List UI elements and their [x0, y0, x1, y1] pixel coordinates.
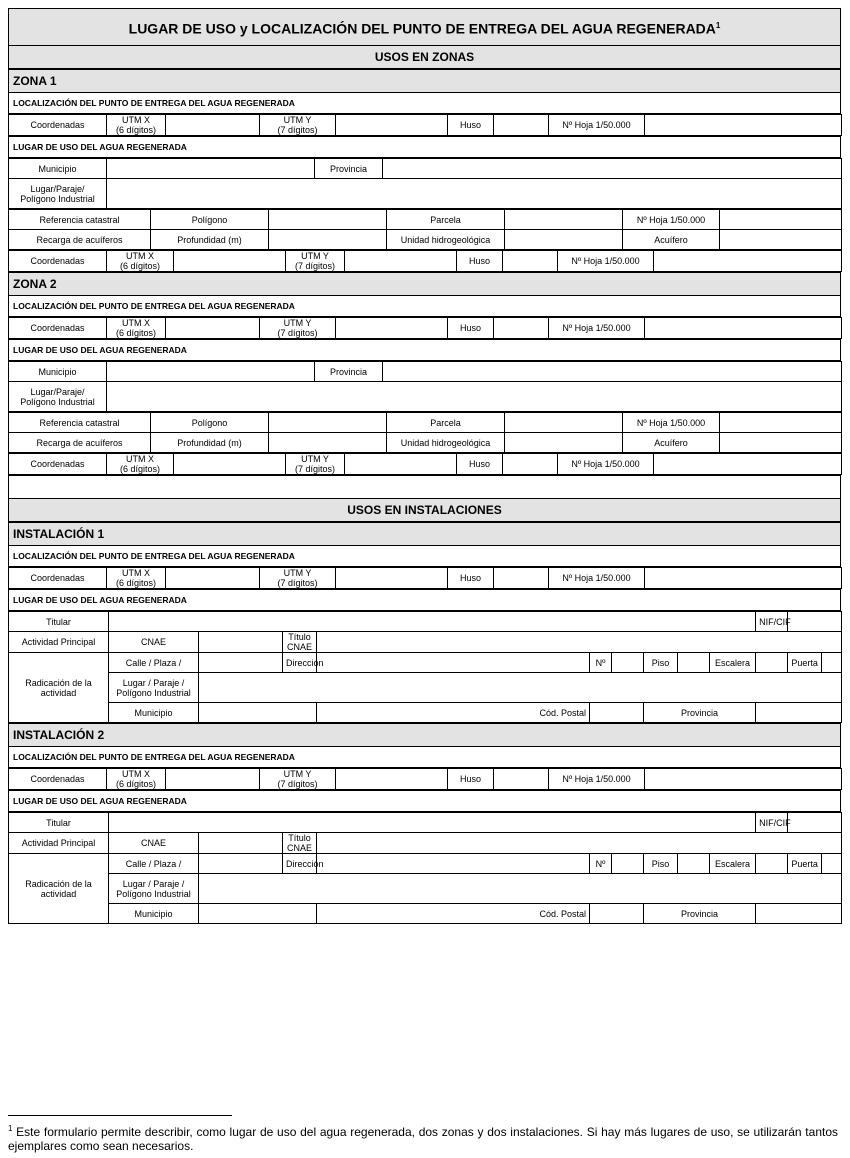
- radicacion-label: Radicación de la actividad: [9, 653, 109, 723]
- nif-label: NIF/CIF: [756, 813, 788, 833]
- numero-field[interactable]: [612, 653, 644, 673]
- piso-field[interactable]: [678, 854, 710, 874]
- utm-x-label: UTM X (6 dígitos): [107, 568, 166, 589]
- calle-label: Calle / Plaza /: [109, 854, 199, 874]
- unidad-hidro-label: Unidad hidrogeológica: [387, 433, 505, 453]
- profundidad-field[interactable]: [269, 433, 387, 453]
- recarga-label: Recarga de acuíferos: [9, 433, 151, 453]
- unidad-hidro-field[interactable]: [505, 230, 623, 250]
- section-heading-instalaciones: USOS EN INSTALACIONES: [9, 499, 841, 522]
- coordenadas-label: Coordenadas: [9, 568, 107, 589]
- piso-label: Piso: [644, 854, 678, 874]
- installation-heading: INSTALACIÓN 1: [9, 523, 841, 546]
- utm-x-field[interactable]: [166, 769, 260, 790]
- installation-detail-table: [8, 611, 842, 723]
- lugar-uso-heading-table: [8, 136, 841, 158]
- lugar-uso-heading-table: [8, 790, 841, 812]
- hoja-label: Nº Hoja 1/50.000: [549, 318, 645, 339]
- nif-label: NIF/CIF: [756, 612, 788, 632]
- acuifero-field[interactable]: [720, 433, 842, 453]
- cod-postal-field[interactable]: [590, 703, 644, 723]
- poligono-label: Polígono: [151, 210, 269, 230]
- radicacion-label: Radicación de la actividad: [9, 854, 109, 924]
- coordinates-table: [8, 567, 842, 589]
- recarga-label: Recarga de acuíferos: [9, 230, 151, 250]
- location-table: [8, 361, 842, 412]
- municipio-field[interactable]: [107, 159, 315, 179]
- municipio-field[interactable]: [199, 703, 317, 723]
- coordenadas-label: Coordenadas: [9, 115, 107, 136]
- numero-label: Nº: [590, 653, 612, 673]
- lugar-paraje-label: Lugar/Paraje/ Polígono Industrial: [9, 382, 107, 412]
- acuifero-label: Acuífero: [623, 433, 720, 453]
- coordinates-table: [8, 768, 842, 790]
- utm-x-field[interactable]: [166, 115, 260, 136]
- provincia-field[interactable]: [756, 703, 842, 723]
- hoja-field[interactable]: [654, 454, 842, 475]
- utm-y-label: UTM Y (7 dígitos): [286, 454, 345, 475]
- poligono-label: Polígono: [151, 413, 269, 433]
- provincia-label: Provincia: [644, 904, 756, 924]
- lugar-paraje-field[interactable]: [199, 673, 842, 703]
- provincia-label: Provincia: [644, 703, 756, 723]
- huso-label: Huso: [457, 454, 503, 475]
- footnote-mark: 1: [8, 1124, 13, 1133]
- lugar-uso-heading: LUGAR DE USO DEL AGUA REGENERADA: [9, 590, 841, 611]
- lugar-paraje-field[interactable]: [107, 382, 842, 412]
- municipio-label: Municipio: [9, 159, 107, 179]
- piso-field[interactable]: [678, 653, 710, 673]
- profundidad-label: Profundidad (m): [151, 230, 269, 250]
- nif-field[interactable]: [788, 813, 842, 833]
- lugar-paraje-label: Lugar/Paraje/ Polígono Industrial: [9, 179, 107, 209]
- municipio-field[interactable]: [199, 904, 317, 924]
- titular-field[interactable]: [109, 813, 756, 833]
- section-heading-zonas: USOS EN ZONAS: [9, 46, 841, 69]
- hoja-label: Nº Hoja 1/50.000: [549, 115, 645, 136]
- escalera-label: Escalera: [710, 854, 756, 874]
- calle-label: Calle / Plaza /: [109, 653, 199, 673]
- lugar-uso-heading: LUGAR DE USO DEL AGUA REGENERADA: [9, 340, 841, 361]
- lugar-paraje-label: Lugar / Paraje / Polígono Industrial: [109, 874, 199, 904]
- cnae-label: CNAE: [109, 632, 199, 653]
- utm-y-field[interactable]: [345, 251, 457, 272]
- form-title: LUGAR DE USO y LOCALIZACIÓN DEL PUNTO DE ENTREGA DEL AGUA REGENERADA$^1$: [9, 9, 841, 46]
- ref-catastral-label: Referencia catastral: [9, 210, 151, 230]
- localizacion-heading: LOCALIZACIÓN DEL PUNTO DE ENTREGA DEL AGUA REGENERADA: [9, 747, 841, 768]
- titular-field[interactable]: [109, 612, 756, 632]
- coordenadas-label: Coordenadas: [9, 318, 107, 339]
- calle-field[interactable]: [199, 653, 283, 673]
- titular-label: Titular: [9, 612, 109, 632]
- footnote: [8, 1122, 838, 1153]
- catastro-table: [8, 209, 842, 250]
- instalaciones-header: [8, 475, 841, 522]
- direccion-label: Dirección: [283, 854, 317, 874]
- municipio-label: Municipio: [9, 362, 107, 382]
- coordenadas-label: Coordenadas: [9, 454, 107, 475]
- poligono-field[interactable]: [269, 413, 387, 433]
- municipio-label: Municipio: [109, 904, 199, 924]
- huso-field[interactable]: [494, 769, 549, 790]
- utm-y-field[interactable]: [336, 568, 448, 589]
- localizacion-heading: LOCALIZACIÓN DEL PUNTO DE ENTREGA DEL AGUA REGENERADA: [9, 93, 841, 114]
- lugar-paraje-field[interactable]: [199, 874, 842, 904]
- water-use-form: [8, 8, 841, 924]
- cod-postal-label: Cód. Postal: [317, 703, 590, 723]
- poligono-field[interactable]: [269, 210, 387, 230]
- huso-field[interactable]: [494, 568, 549, 589]
- localizacion-heading: LOCALIZACIÓN DEL PUNTO DE ENTREGA DEL AGUA REGENERADA: [9, 296, 841, 317]
- utm-y-label: UTM Y (7 dígitos): [260, 115, 336, 136]
- utm-x-label: UTM X (6 dígitos): [107, 115, 166, 136]
- hoja-field[interactable]: [654, 251, 842, 272]
- utm-x-label: UTM X (6 dígitos): [107, 454, 174, 475]
- provincia-field[interactable]: [383, 159, 842, 179]
- provincia-label: Provincia: [315, 159, 383, 179]
- huso-label: Huso: [448, 318, 494, 339]
- titulo-cnae-field[interactable]: [317, 833, 842, 854]
- utm-x-label: UTM X (6 dígitos): [107, 251, 174, 272]
- numero-field[interactable]: [612, 854, 644, 874]
- lugar-uso-heading: LUGAR DE USO DEL AGUA REGENERADA: [9, 791, 841, 812]
- hoja-label: Nº Hoja 1/50.000: [623, 413, 720, 433]
- hoja-label: Nº Hoja 1/50.000: [558, 454, 654, 475]
- coordinates-table: [8, 114, 842, 136]
- coordinates-table: [8, 250, 842, 272]
- numero-label: Nº: [590, 854, 612, 874]
- cnae-field[interactable]: [199, 632, 283, 653]
- hoja-field[interactable]: [645, 318, 842, 339]
- provincia-label: Provincia: [315, 362, 383, 382]
- hoja-label: Nº Hoja 1/50.000: [549, 568, 645, 589]
- cnae-field[interactable]: [199, 833, 283, 854]
- utm-x-field[interactable]: [166, 568, 260, 589]
- utm-y-label: UTM Y (7 dígitos): [286, 251, 345, 272]
- direccion-field[interactable]: [317, 854, 590, 874]
- titulo-cnae-label: Título CNAE: [283, 632, 317, 653]
- utm-y-field[interactable]: [345, 454, 457, 475]
- utm-x-field[interactable]: [174, 454, 286, 475]
- direccion-field[interactable]: [317, 653, 590, 673]
- calle-field[interactable]: [199, 854, 283, 874]
- parcela-field[interactable]: [505, 413, 623, 433]
- coordenadas-label: Coordenadas: [9, 251, 107, 272]
- lugar-uso-heading-table: [8, 339, 841, 361]
- zone-2-header: [8, 272, 841, 317]
- footnote-separator: [8, 1115, 232, 1116]
- coordinates-table: [8, 453, 842, 475]
- hoja-field[interactable]: [720, 210, 842, 230]
- lugar-paraje-field[interactable]: [107, 179, 842, 209]
- huso-field[interactable]: [494, 115, 549, 136]
- utm-y-label: UTM Y (7 dígitos): [260, 769, 336, 790]
- form-title-table: [8, 8, 841, 69]
- installation-2-header: [8, 723, 841, 768]
- hoja-field[interactable]: [645, 115, 842, 136]
- piso-label: Piso: [644, 653, 678, 673]
- titulo-cnae-label: Título CNAE: [283, 833, 317, 854]
- profundidad-field[interactable]: [269, 230, 387, 250]
- zone-1-header: [8, 69, 841, 114]
- parcela-label: Parcela: [387, 413, 505, 433]
- puerta-field[interactable]: [822, 653, 842, 673]
- puerta-label: Puerta: [788, 854, 822, 874]
- huso-label: Huso: [448, 769, 494, 790]
- puerta-field[interactable]: [822, 854, 842, 874]
- cod-postal-label: Cód. Postal: [317, 904, 590, 924]
- utm-y-label: UTM Y (7 dígitos): [260, 318, 336, 339]
- zone-heading: ZONA 2: [9, 273, 841, 296]
- location-table: [8, 158, 842, 209]
- lugar-paraje-label: Lugar / Paraje / Polígono Industrial: [109, 673, 199, 703]
- hoja-label: Nº Hoja 1/50.000: [549, 769, 645, 790]
- municipio-field[interactable]: [107, 362, 315, 382]
- hoja-field[interactable]: [645, 568, 842, 589]
- hoja-label: Nº Hoja 1/50.000: [623, 210, 720, 230]
- unidad-hidro-label: Unidad hidrogeológica: [387, 230, 505, 250]
- installation-heading: INSTALACIÓN 2: [9, 724, 841, 747]
- actividad-label: Actividad Principal: [9, 632, 109, 653]
- huso-field[interactable]: [503, 251, 558, 272]
- provincia-field[interactable]: [756, 904, 842, 924]
- nif-field[interactable]: [788, 612, 842, 632]
- titulo-cnae-field[interactable]: [317, 632, 842, 653]
- localizacion-heading: LOCALIZACIÓN DEL PUNTO DE ENTREGA DEL AGUA REGENERADA: [9, 546, 841, 567]
- lugar-uso-heading: LUGAR DE USO DEL AGUA REGENERADA: [9, 137, 841, 158]
- acuifero-label: Acuífero: [623, 230, 720, 250]
- cod-postal-field[interactable]: [590, 904, 644, 924]
- cnae-label: CNAE: [109, 833, 199, 854]
- acuifero-field[interactable]: [720, 230, 842, 250]
- utm-y-field[interactable]: [336, 769, 448, 790]
- huso-label: Huso: [457, 251, 503, 272]
- municipio-label: Municipio: [109, 703, 199, 723]
- installation-1-header: [8, 522, 841, 567]
- hoja-label: Nº Hoja 1/50.000: [558, 251, 654, 272]
- coordenadas-label: Coordenadas: [9, 769, 107, 790]
- actividad-label: Actividad Principal: [9, 833, 109, 854]
- direccion-label: Dirección: [283, 653, 317, 673]
- escalera-field[interactable]: [756, 653, 788, 673]
- lugar-uso-heading-table: [8, 589, 841, 611]
- utm-x-label: UTM X (6 dígitos): [107, 769, 166, 790]
- provincia-field[interactable]: [383, 362, 842, 382]
- unidad-hidro-field[interactable]: [505, 433, 623, 453]
- parcela-label: Parcela: [387, 210, 505, 230]
- utm-y-label: UTM Y (7 dígitos): [260, 568, 336, 589]
- profundidad-label: Profundidad (m): [151, 433, 269, 453]
- zone-heading: ZONA 1: [9, 70, 841, 93]
- utm-x-label: UTM X (6 dígitos): [107, 318, 166, 339]
- parcela-field[interactable]: [505, 210, 623, 230]
- footnote-text: Este formulario permite describir, como lugar de uso del agua regenerada, dos zonas y dos instalaciones. Si hay más lugares de uso, se utilizarán tantos ejemplares como sean necesarios.: [8, 1125, 838, 1153]
- utm-y-field[interactable]: [336, 115, 448, 136]
- huso-field[interactable]: [494, 318, 549, 339]
- escalera-label: Escalera: [710, 653, 756, 673]
- hoja-field[interactable]: [720, 413, 842, 433]
- catastro-table: [8, 412, 842, 453]
- escalera-field[interactable]: [756, 854, 788, 874]
- utm-x-field[interactable]: [166, 318, 260, 339]
- coordinates-table: [8, 317, 842, 339]
- titular-label: Titular: [9, 813, 109, 833]
- huso-label: Huso: [448, 115, 494, 136]
- huso-field[interactable]: [503, 454, 558, 475]
- huso-label: Huso: [448, 568, 494, 589]
- installation-detail-table: [8, 812, 842, 924]
- utm-x-field[interactable]: [174, 251, 286, 272]
- blank-row: [9, 476, 841, 499]
- utm-y-field[interactable]: [336, 318, 448, 339]
- ref-catastral-label: Referencia catastral: [9, 413, 151, 433]
- hoja-field[interactable]: [645, 769, 842, 790]
- puerta-label: Puerta: [788, 653, 822, 673]
